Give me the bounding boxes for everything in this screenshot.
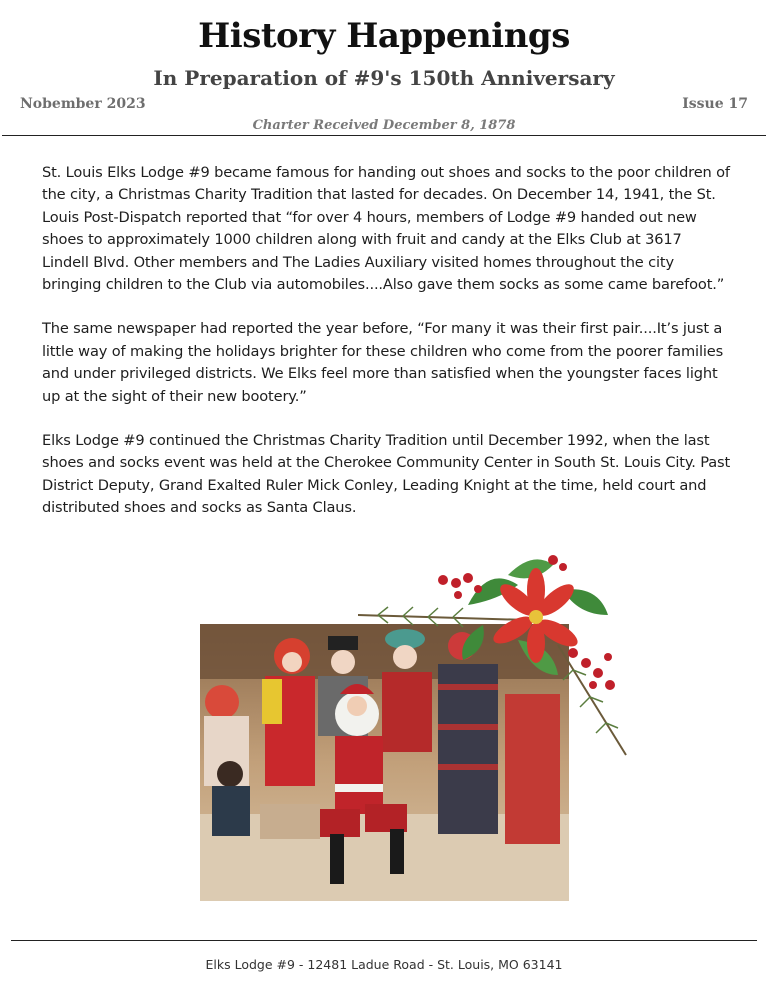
- masthead-title: History Happenings: [198, 16, 570, 56]
- article-paragraph: St. Louis Elks Lodge #9 became famous for handing out shoes and socks to the poor children of the city, a Christmas Charity Tradition that lasted for decades. On December 14, 1941, the St. Louis Post-Dispatch reported that “for over 4 hours, members of Lodge #9 handed out new shoes to approximately 1000 children along with fruit and candy at the Elks Club at 3617 Lindell Blvd. Other members and The Ladies Auxiliary visited homes throughout the city bringing children to the Club via automobiles....Also gave them socks as some came barefoot.”: [42, 164, 730, 294]
- masthead-subtitle: In Preparation of #9's 150th Anniversary: [153, 66, 615, 90]
- charter-note: Charter Received December 8, 1878: [252, 118, 516, 133]
- poinsettia-decoration: [358, 545, 630, 760]
- footer-divider: [11, 940, 757, 941]
- poinsettia-icon: [358, 545, 630, 760]
- article-paragraph: The same newspaper had reported the year before, “For many it was their first pair....It’s just a little way of making the holidays brighter for these children who come from the poorer families and under privileged districts. We Elks feel more than satisfied when the youngster faces light up at the sight of their new bootery.”: [42, 320, 724, 405]
- footer-address: Elks Lodge #9 - 12481 Ladue Road - St. Louis, MO 63141: [205, 957, 563, 972]
- issue-number: Issue 17: [682, 96, 748, 112]
- article-paragraph: Elks Lodge #9 continued the Christmas Charity Tradition until December 1992, when the last shoes and socks event was held at the Cherokee Community Center in South St. Louis City. Past District Deputy, Grand Exalted Ruler Mick Conley, Leading Knight at the time, held court and distributed shoes and socks as Santa Claus.: [42, 432, 731, 517]
- header-divider: [2, 135, 766, 136]
- article-body: [42, 162, 732, 542]
- issue-date: Nobember 2023: [20, 96, 146, 112]
